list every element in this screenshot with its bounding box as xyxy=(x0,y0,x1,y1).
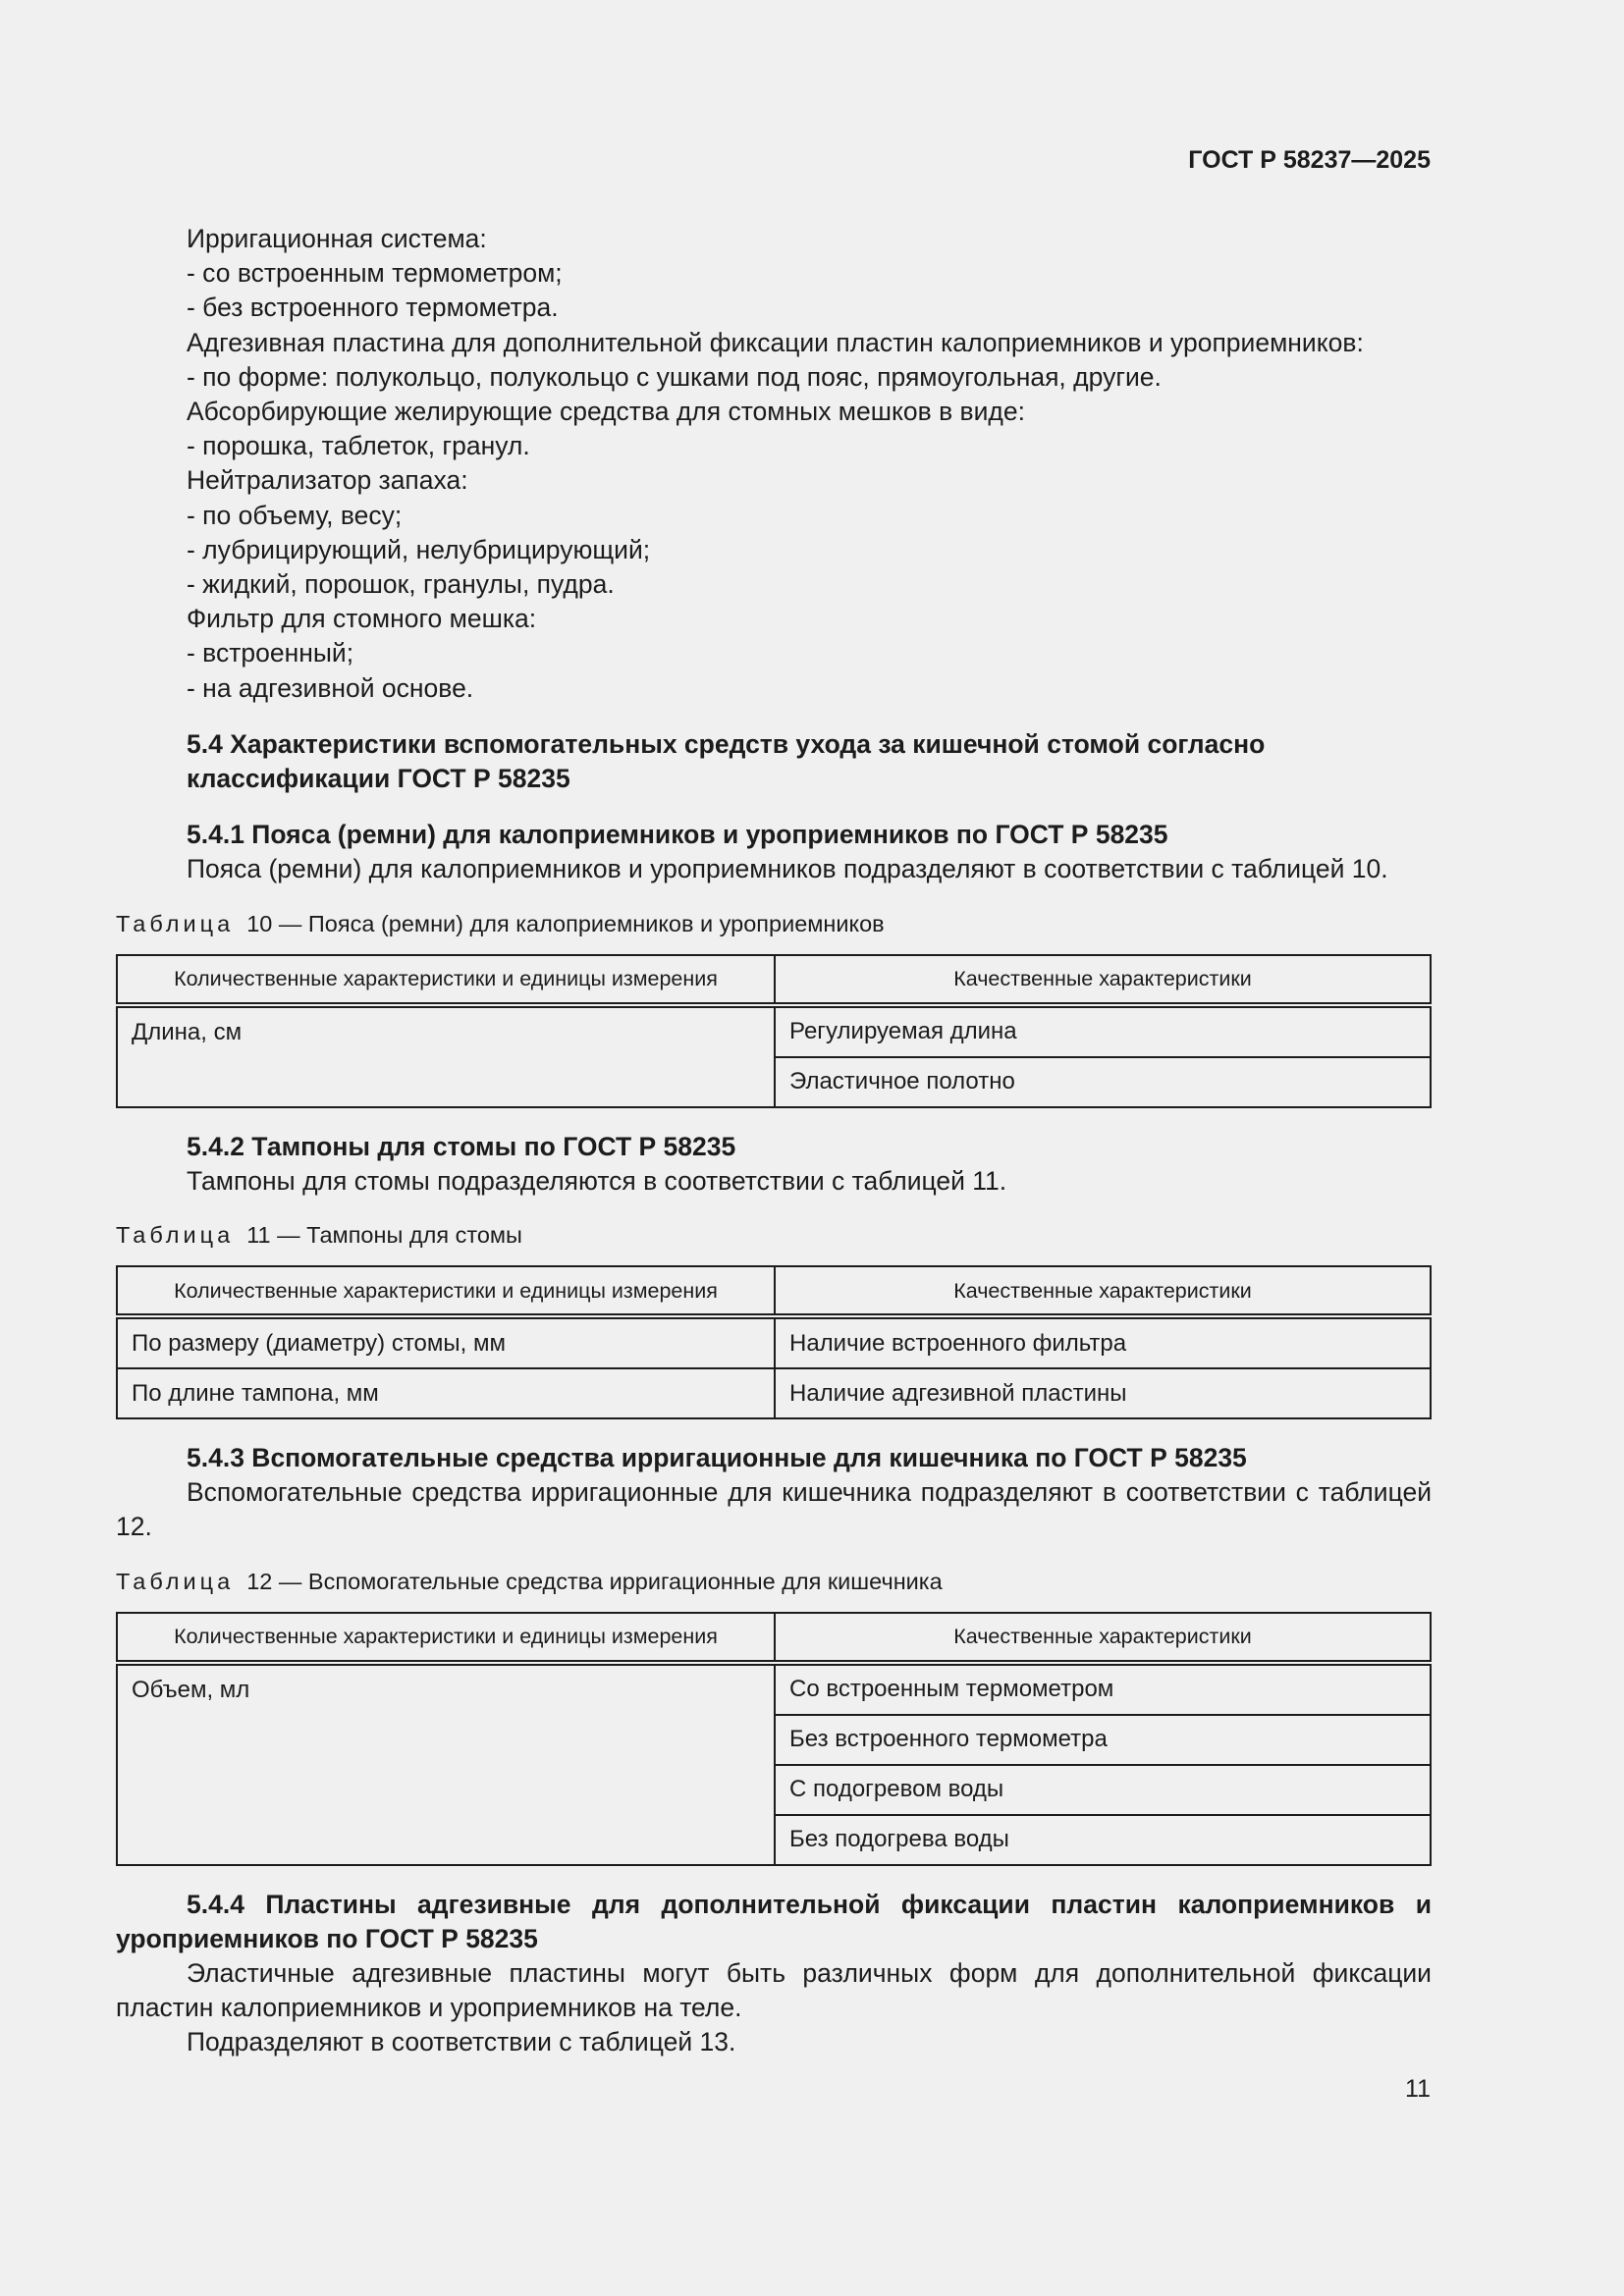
table-header-cell: Количественные характеристики и единицы измерения xyxy=(117,955,775,1005)
table-row xyxy=(117,1316,1431,1368)
section-5-4-4-title: 5.4.4 Пластины адгезивные для дополнительной фиксации пластин калоприемников и уроприемников по ГОСТ Р 58235 xyxy=(116,1889,1432,1953)
table-12-caption: Таблица 12 — Вспомогательные средства ирригационные для кишечника xyxy=(116,1568,943,1594)
table-10 xyxy=(116,954,1432,1108)
table-cell: Без подогрева воды xyxy=(775,1815,1431,1865)
table-row xyxy=(117,1368,1431,1418)
section-5-4-3-title: 5.4.3 Вспомогательные средства ирригационные для кишечника по ГОСТ Р 58235 xyxy=(187,1443,1247,1473)
table-header-cell: Количественные характеристики и единицы измерения xyxy=(117,1266,775,1316)
section-5-4-1-text: Пояса (ремни) для калоприемников и уроприемников подразделяют в соответствии с таблицей 10. xyxy=(187,854,1388,884)
table-cell: Без встроенного термометра xyxy=(775,1715,1431,1765)
section-5-4-4-text: Эластичные адгезивные пластины могут быть различных форм для дополнительной фиксации пластин калоприемников и уроприемников на теле. xyxy=(116,1958,1432,2023)
intro-line: - по форме: полукольцо, полукольцо с ушками под пояс, прямоугольная, другие. xyxy=(187,361,1162,392)
table-cell: По длине тампона, мм xyxy=(117,1368,775,1418)
table-cell: С подогревом воды xyxy=(775,1765,1431,1815)
intro-list xyxy=(116,222,1432,706)
intro-line: Фильтр для стомного мешка: xyxy=(187,604,537,634)
intro-line: Ирригационная система: xyxy=(187,224,487,253)
section-5-4-3-text: Вспомогательные средства ирригационные для кишечника подразделяют в соответствии с таблицей 12. xyxy=(116,1477,1432,1542)
intro-line: Абсорбирующие желирующие средства для стомных мешков в виде: xyxy=(187,397,1025,427)
section-5-4-2-title: 5.4.2 Тампоны для стомы по ГОСТ Р 58235 xyxy=(187,1131,736,1161)
intro-line: - без встроенного термометра. xyxy=(187,293,559,323)
intro-line: - со встроенным термометром; xyxy=(187,258,563,289)
intro-line: - лубрицирующий, нелубрицирующий; xyxy=(187,534,651,564)
page-content xyxy=(116,222,1432,2060)
table-11-caption: Таблица 11 — Тампоны для стомы xyxy=(116,1222,522,1249)
section-5-4-title: 5.4 Характеристики вспомогательных средств ухода за кишечной стомой согласно классификации ГОСТ Р 58235 xyxy=(187,728,1266,794)
intro-line: - на адгезивной основе. xyxy=(187,672,474,703)
table-10-caption: Таблица 10 — Пояса (ремни) для калоприемников и уроприемников xyxy=(116,910,885,936)
table-cell: Регулируемая длина xyxy=(775,1005,1431,1057)
table-header-cell: Количественные характеристики и единицы измерения xyxy=(117,1613,775,1663)
intro-line: - по объему, весу; xyxy=(187,500,403,530)
table-header-cell: Качественные характеристики xyxy=(775,1266,1431,1316)
table-12 xyxy=(116,1612,1432,1866)
intro-line: Нейтрализатор запаха: xyxy=(187,465,468,496)
intro-line: - встроенный; xyxy=(187,638,354,668)
table-cell: Наличие адгезивной пластины xyxy=(775,1368,1431,1418)
section-5-4-4-text: Подразделяют в соответствии с таблицей 13. xyxy=(187,2027,736,2057)
table-cell: Объем, мл xyxy=(117,1663,775,1865)
intro-line: - жидкий, порошок, гранулы, пудра. xyxy=(187,569,615,600)
intro-line: Адгезивная пластина для дополнительной фиксации пластин калоприемников и уроприемников: xyxy=(187,327,1364,357)
intro-line: - порошка, таблеток, гранул. xyxy=(187,431,530,461)
table-cell: Длина, см xyxy=(117,1005,775,1107)
table-cell: Наличие встроенного фильтра xyxy=(775,1316,1431,1368)
section-5-4-2-text: Тампоны для стомы подразделяются в соответствии с таблицей 11. xyxy=(187,1165,1007,1196)
table-11 xyxy=(116,1265,1432,1419)
section-5-4-1-title: 5.4.1 Пояса (ремни) для калоприемников и уроприемников по ГОСТ Р 58235 xyxy=(187,820,1168,850)
table-cell: Эластичное полотно xyxy=(775,1057,1431,1107)
page-number: 11 xyxy=(1405,2075,1431,2103)
table-header-cell: Качественные характеристики xyxy=(775,955,1431,1005)
table-cell: По размеру (диаметру) стомы, мм xyxy=(117,1316,775,1368)
document-header: ГОСТ Р 58237—2025 xyxy=(1188,146,1431,174)
table-header-cell: Качественные характеристики xyxy=(775,1613,1431,1663)
table-cell: Со встроенным термометром xyxy=(775,1663,1431,1715)
